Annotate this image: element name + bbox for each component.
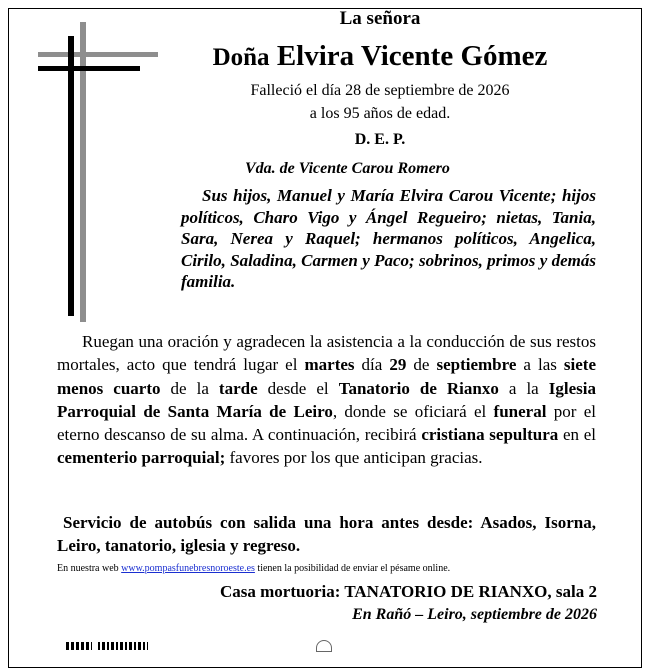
text: favores por los que anticipan gracias. — [225, 448, 483, 468]
deceased-name — [160, 38, 600, 76]
text: Ruegan una oración y agradecen la asistencia a la conducción de sus restos mortales, acto que tendrá lugar el — [57, 332, 596, 375]
web-prefix: En nuestra web — [57, 563, 122, 574]
text: de la — [160, 378, 219, 398]
title-prefix: La señora — [339, 8, 421, 29]
text: de — [406, 355, 437, 375]
family-paragraph: Sus hijos, Manuel y María Elvira Carou Vicente; hijos políticos, Charo Vigo y Ángel Regueiro; nietas, Tania, Sara, Nerea y Raquel; hermanos políticos, Angelica, Cirilo, Saladina, Carmen y Paco; sobrinos, primos y demás familia. — [181, 186, 596, 292]
logo-icon — [316, 640, 332, 652]
text: desde el — [257, 378, 339, 398]
web-suffix: tienen la posibilidad de enviar el pésame online. — [254, 563, 451, 574]
announcement-paragraph — [57, 330, 596, 470]
text: a las — [516, 355, 564, 375]
time: siete menos cuarto — [57, 355, 597, 398]
cemetery: cementerio parroquial; — [57, 448, 226, 468]
text: por el eterno descanso de su alma. A continuación, recibirá — [57, 401, 596, 445]
dep-line: D. E. P. — [354, 131, 406, 148]
place-date: En Rañó – Leiro, septiembre de 2026 — [352, 606, 597, 623]
burial: cristiana sepultura — [421, 425, 559, 445]
honorific: Doña — [212, 44, 270, 71]
text: en el — [558, 425, 596, 445]
ceremony: funeral — [493, 401, 547, 421]
barcode-icon — [98, 642, 148, 650]
casa-mortuoria: Casa mortuoria: TANATORIO DE RIANXO, sala 2 — [219, 582, 597, 601]
bus-service: Servicio de autobús con salida una hora antes desde: Asados, Isorna, Leiro, tanatorio, iglesia y regreso. — [57, 513, 596, 555]
text: día — [354, 355, 390, 375]
month: septiembre — [436, 355, 517, 375]
origin-place: Tanatorio de Rianxo — [338, 378, 499, 398]
death-date-line: Falleció el día 28 de septiembre de 2026 — [250, 82, 510, 99]
website-link[interactable]: www.pompasfunebresnoroeste.es — [121, 563, 255, 574]
church: Iglesia Parroquial de Santa María de Leiro — [57, 378, 596, 421]
name-text: Elvira Vicente Gómez — [276, 40, 548, 72]
day-name: martes — [304, 355, 355, 375]
cross-icon — [38, 22, 158, 322]
web-note — [57, 563, 450, 574]
text: a la — [498, 378, 549, 398]
day-number: 29 — [389, 355, 407, 375]
age-line: a los 95 años de edad. — [309, 105, 451, 122]
widow-line: Vda. de Vicente Carou Romero — [245, 160, 450, 177]
text: , donde se oficiará el — [332, 401, 494, 421]
part-of-day: tarde — [218, 378, 258, 398]
qr-code-icon — [66, 642, 92, 650]
